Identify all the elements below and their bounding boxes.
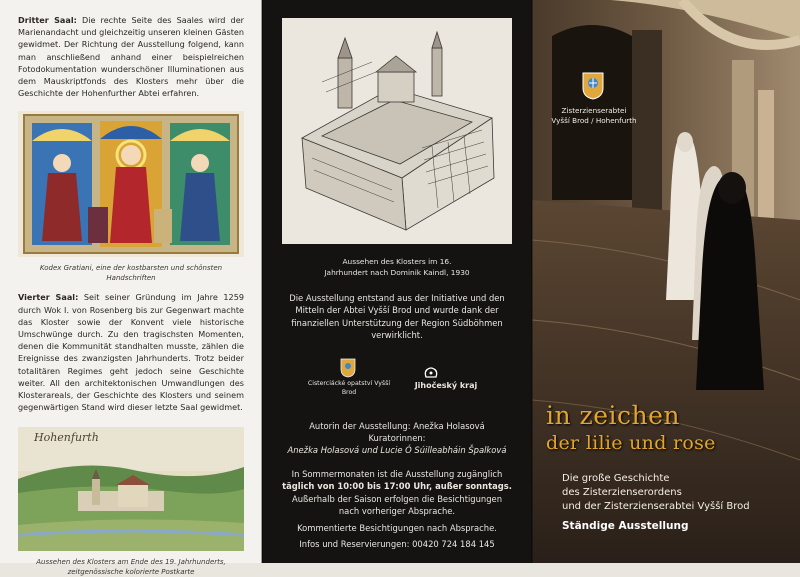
region-logo <box>424 364 438 376</box>
engraving-caption: Aussehen des Klosters im 16. Jahrhundert nach Dominik Kaindl, 1930 <box>324 257 470 277</box>
middle-panel <box>262 0 532 563</box>
region-logo-label: Jihočeský kraj <box>414 381 478 390</box>
dritter-saal-text: Die rechte Seite des Saales wird der Marienandacht und gleichzeitig unseren kleinen Gästen gewidmet. Der Richtung der Ausstellung folgend, kann man anschließend anhand einer beispielreichen Fotodokumentation wunderschöner Illuminationen aus dem Mauskriptfonds des Klosters mehr über die Geschichte der Hohenfurther Abtei erfahren. <box>18 15 244 99</box>
abbey-name-line2: Vyšší Brod / Hohenfurth <box>551 116 637 125</box>
postcard-caption: Aussehen des Klosters am Ende des 19. Jahrhunderts, zeitgenössische kolorierte Postkarte <box>36 558 226 577</box>
abbey-name-line1: Zisterzienserabtei <box>561 106 627 115</box>
vierter-saal-paragraph <box>18 291 244 413</box>
abbey-logo-label: Cisterciácké opatství Vyšší Brod <box>307 380 391 396</box>
hours-line-2: täglich von 10:00 bis 17:00 Uhr, außer sonntags. <box>282 481 512 491</box>
curators-names: Anežka Holasová und Lucie Ó Súilleabháin Špalková <box>287 445 507 455</box>
vierter-saal-text: Seit seiner Gründung im Jahre 1259 durch Wok I. von Rosenberg bis zur Gegenwart machte das Kloster sowie der Konvent viele historische Umschwünge durch. Zu den tragischsten Momenten, denen die Kommunität standhalten musste, zählen die Ereignisse des zwanzigsten Jahrhunderts. Trotz beider totalitären Regimes geht jedoch seine Geschichte weiter. All den architektonischen Umwandlungen des Klosterareals, der Geschichte des Klosters und seinem gegenwärtigen Stand wird dieser letzte Saal gewidmet. <box>18 292 244 413</box>
postcard-image <box>18 427 244 551</box>
title-line2: der lilie und rose <box>546 432 716 454</box>
fold-line-right <box>531 0 533 563</box>
author-line: Autorin der Ausstellung: Anežka Holasová <box>309 421 485 431</box>
left-panel <box>0 0 262 577</box>
curators-heading: Kuratorinnen: <box>368 433 426 443</box>
contact-line: Infos und Reservierungen: 00420 724 184 145 <box>299 539 495 549</box>
codex-caption: Kodex Gratiani, eine der kostbarsten und schönsten Handschriften <box>39 264 223 283</box>
right-panel <box>532 0 800 563</box>
vierter-saal-label: Vierter Saal: <box>18 292 79 303</box>
subtitle-line1: Die große Geschichte <box>562 473 670 484</box>
postcard-handwriting-text: Hohenfurth <box>34 431 99 445</box>
subtitle-line2: des Zisterzienserordens <box>562 487 682 498</box>
dritter-saal-label: Dritter Saal: <box>18 15 77 25</box>
guided-tours-line: Kommentierte Besichtigungen nach Absprache. <box>297 523 497 533</box>
fold-line-left <box>261 0 263 563</box>
title-line1: in zeichen <box>546 401 681 430</box>
hours-line-3: Außerhalb der Saison erfolgen die Besichtigungen <box>291 494 503 504</box>
monastery-engraving-image <box>282 18 512 244</box>
dritter-saal-paragraph <box>18 14 244 99</box>
abbey-logo-small <box>340 358 356 378</box>
initiative-text: Die Ausstellung entstand aus der Initiative und den Mitteln der Abtei Vyšší Brod und wurde dank der finanziellen Unterstützung der Region Südböhmen verwirklicht. <box>289 293 505 340</box>
hours-line-1: In Sommermonaten ist die Ausstellung zugänglich <box>291 469 503 479</box>
abbey-logo <box>582 72 604 100</box>
permanent-exhibition: Ständige Ausstellung <box>562 520 689 532</box>
subtitle-line3: und der Zisterzienserabtei Vyšší Brod <box>562 501 750 512</box>
hours-line-4: nach vorheriger Absprache. <box>338 506 456 516</box>
codex-illumination-image <box>18 111 244 257</box>
